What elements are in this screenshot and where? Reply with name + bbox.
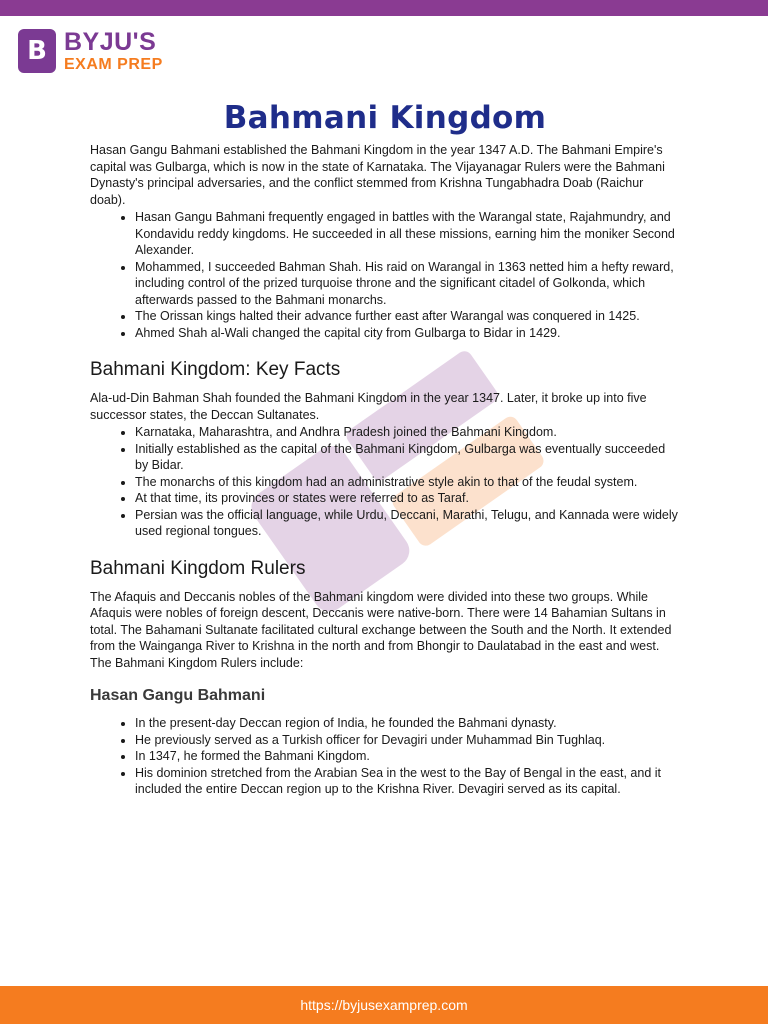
list-item: • At that time, its provinces or states were referred to as Taraf. <box>135 490 680 507</box>
footer-bar <box>0 986 768 1024</box>
rulers-heading: Bahmani Kingdom Rulers <box>90 557 306 579</box>
list-item: • Ahmed Shah al-Wali changed the capital city from Gulbarga to Bidar in 1429. <box>135 325 680 342</box>
list-item: • In 1347, he formed the Bahmani Kingdom. <box>135 748 680 765</box>
list-item: • The monarchs of this kingdom had an administrative style akin to that of the feudal system. <box>135 474 680 491</box>
intro-list <box>90 209 680 341</box>
list-item: • His dominion stretched from the Arabian Sea in the west to the Bay of Bengal in the east, and it included the entire Deccan region up to the Krishna River. Devagiri served as its capital. <box>135 765 680 798</box>
list-item: • He previously served as a Turkish officer for Devagiri under Muhammad Bin Tughlaq. <box>135 732 680 749</box>
rulers-intro-line: The Bahmani Kingdom Rulers include: <box>90 655 304 670</box>
list-item: • Persian was the official language, while Urdu, Deccani, Marathi, Telugu, and Kannada were widely used regional tongues. <box>135 507 680 540</box>
footer-url-link[interactable]: https://byjusexamprep.com <box>300 997 468 1013</box>
logo-subtitle: EXAM PREP <box>64 55 163 73</box>
byjus-logo-mark: B <box>18 29 56 73</box>
hasan-list <box>90 715 680 798</box>
top-bar <box>0 0 768 16</box>
list-item: • Karnataka, Maharashtra, and Andhra Pradesh joined the Bahmani Kingdom. <box>135 424 680 441</box>
list-item: • Hasan Gangu Bahmani frequently engaged in battles with the Warangal state, Rajahmundry, and Kondavidu reddy kingdoms. He succeeded in all these missions, earning him the moniker Second Alexander. <box>135 209 680 259</box>
byjus-logo[interactable] <box>18 28 163 74</box>
logo-name: BYJU'S <box>64 27 157 56</box>
rulers-paragraph: The Afaquis and Deccanis nobles of the Bahmani kingdom were divided into these two groups. While Afaquis were nobles of foreign descent, Deccanis were native-born. There were 14 Bahamian Sultans in total. The Bahamani Sultanate facilitated cultural exchange between the South and the North. It extended from the Wainganga River to Krishna in the north and from Bhongir to Daulatabad in the east and west. <box>90 589 672 653</box>
key-facts-list <box>90 424 680 540</box>
page-title: Bahmani Kingdom <box>223 100 547 136</box>
page-content <box>90 100 680 798</box>
list-item: • Initially established as the capital of the Bahmani Kingdom, Gulbarga was eventually succeeded by Bidar. <box>135 441 680 474</box>
hasan-heading: Hasan Gangu Bahmani <box>90 687 266 704</box>
list-item: • In the present-day Deccan region of India, he founded the Bahmani dynasty. <box>135 715 680 732</box>
key-facts-heading: Bahmani Kingdom: Key Facts <box>90 359 341 380</box>
list-item: • The Orissan kings halted their advance further east after Warangal was conquered in 1425. <box>135 308 680 325</box>
list-item: • Mohammed, I succeeded Bahman Shah. His raid on Warangal in 1363 netted him a hefty reward, including control of the prized turquoise throne and the significant citadel of Golkonda, which afterwards passed to the Bahmani monarchs. <box>135 259 680 309</box>
key-facts-paragraph: Ala-ud-Din Bahman Shah founded the Bahmani Kingdom in the year 1347. Later, it broke up into five successor states, the Deccan Sultanates. <box>90 391 647 422</box>
intro-paragraph: Hasan Gangu Bahmani established the Bahmani Kingdom in the year 1347 A.D. The Bahmani Empire's capital was Gulbarga, which is now in the state of Karnataka. The Vijayanagar Rulers were the Bahmani Dynasty's principal adversaries, and the conflict stemmed from Krishna Tungabhadra Doab (Raichur doab). <box>90 143 665 207</box>
